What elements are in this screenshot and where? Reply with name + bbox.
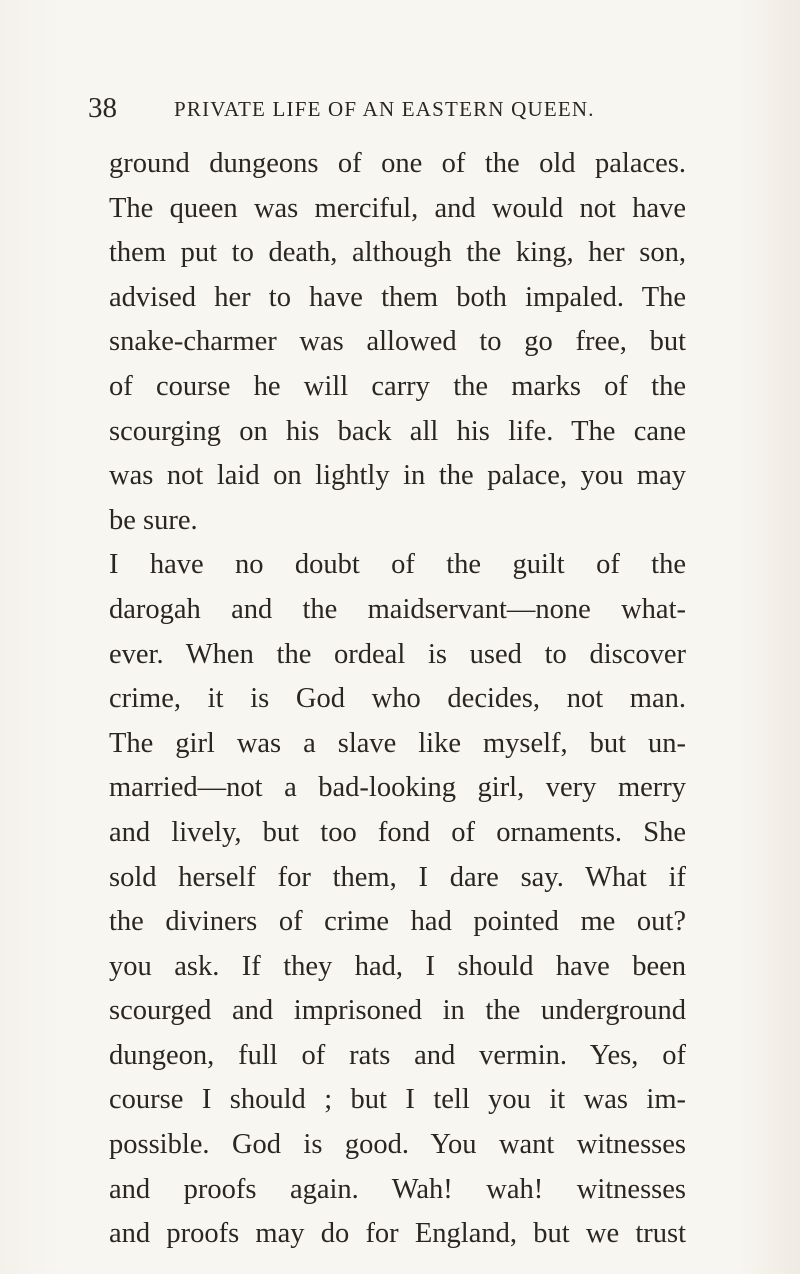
text-line: course I should ; but I tell you it was im- — [109, 1084, 686, 1116]
text-line: and proofs may do for England, but we trust — [109, 1218, 686, 1250]
body-text — [109, 142, 686, 1257]
running-head: PRIVATE LIFE OF AN EASTERN QUEEN. — [174, 97, 595, 121]
text-line: The girl was a slave like myself, but un- — [109, 727, 686, 759]
text-line: ground dungeons of one of the old palaces. — [109, 148, 686, 179]
text-line: you ask. If they had, I should have been — [109, 950, 686, 982]
text-line: of course he will carry the marks of the — [109, 370, 686, 402]
text-line: possible. God is good. You want witnesses — [109, 1129, 686, 1161]
text-line: The queen was merciful, and would not have — [109, 192, 686, 224]
text-line: scourged and imprisoned in the underground — [109, 995, 686, 1027]
text-line: them put to death, although the king, her son, — [109, 237, 686, 269]
text-line: and proofs again. Wah! wah! witnesses — [109, 1173, 686, 1205]
text-line: advised her to have them both impaled. The — [109, 281, 686, 313]
text-line: ever. When the ordeal is used to discover — [109, 638, 686, 670]
text-line: crime, it is God who decides, not man. — [109, 683, 686, 715]
text-line: dungeon, full of rats and vermin. Yes, of — [109, 1039, 686, 1071]
text-line: and lively, but too fond of ornaments. She — [109, 816, 686, 848]
text-line-paragraph-start: I have no doubt of the guilt of the — [109, 549, 686, 581]
text-line: sold herself for them, I dare say. What if — [109, 861, 686, 893]
text-line: the diviners of crime had pointed me out? — [109, 906, 686, 938]
text-line: snake-charmer was allowed to go free, but — [109, 326, 686, 358]
text-line: darogah and the maidservant—none what- — [109, 593, 686, 625]
text-line: scourging on his back all his life. The cane — [109, 415, 686, 447]
page-header — [88, 88, 728, 128]
text-line-paragraph-end: be sure. — [109, 504, 198, 536]
text-line: married—not a bad-looking girl, very merry — [109, 772, 686, 804]
page-number: 38 — [88, 92, 117, 124]
text-line: was not laid on lightly in the palace, you may — [109, 460, 686, 492]
